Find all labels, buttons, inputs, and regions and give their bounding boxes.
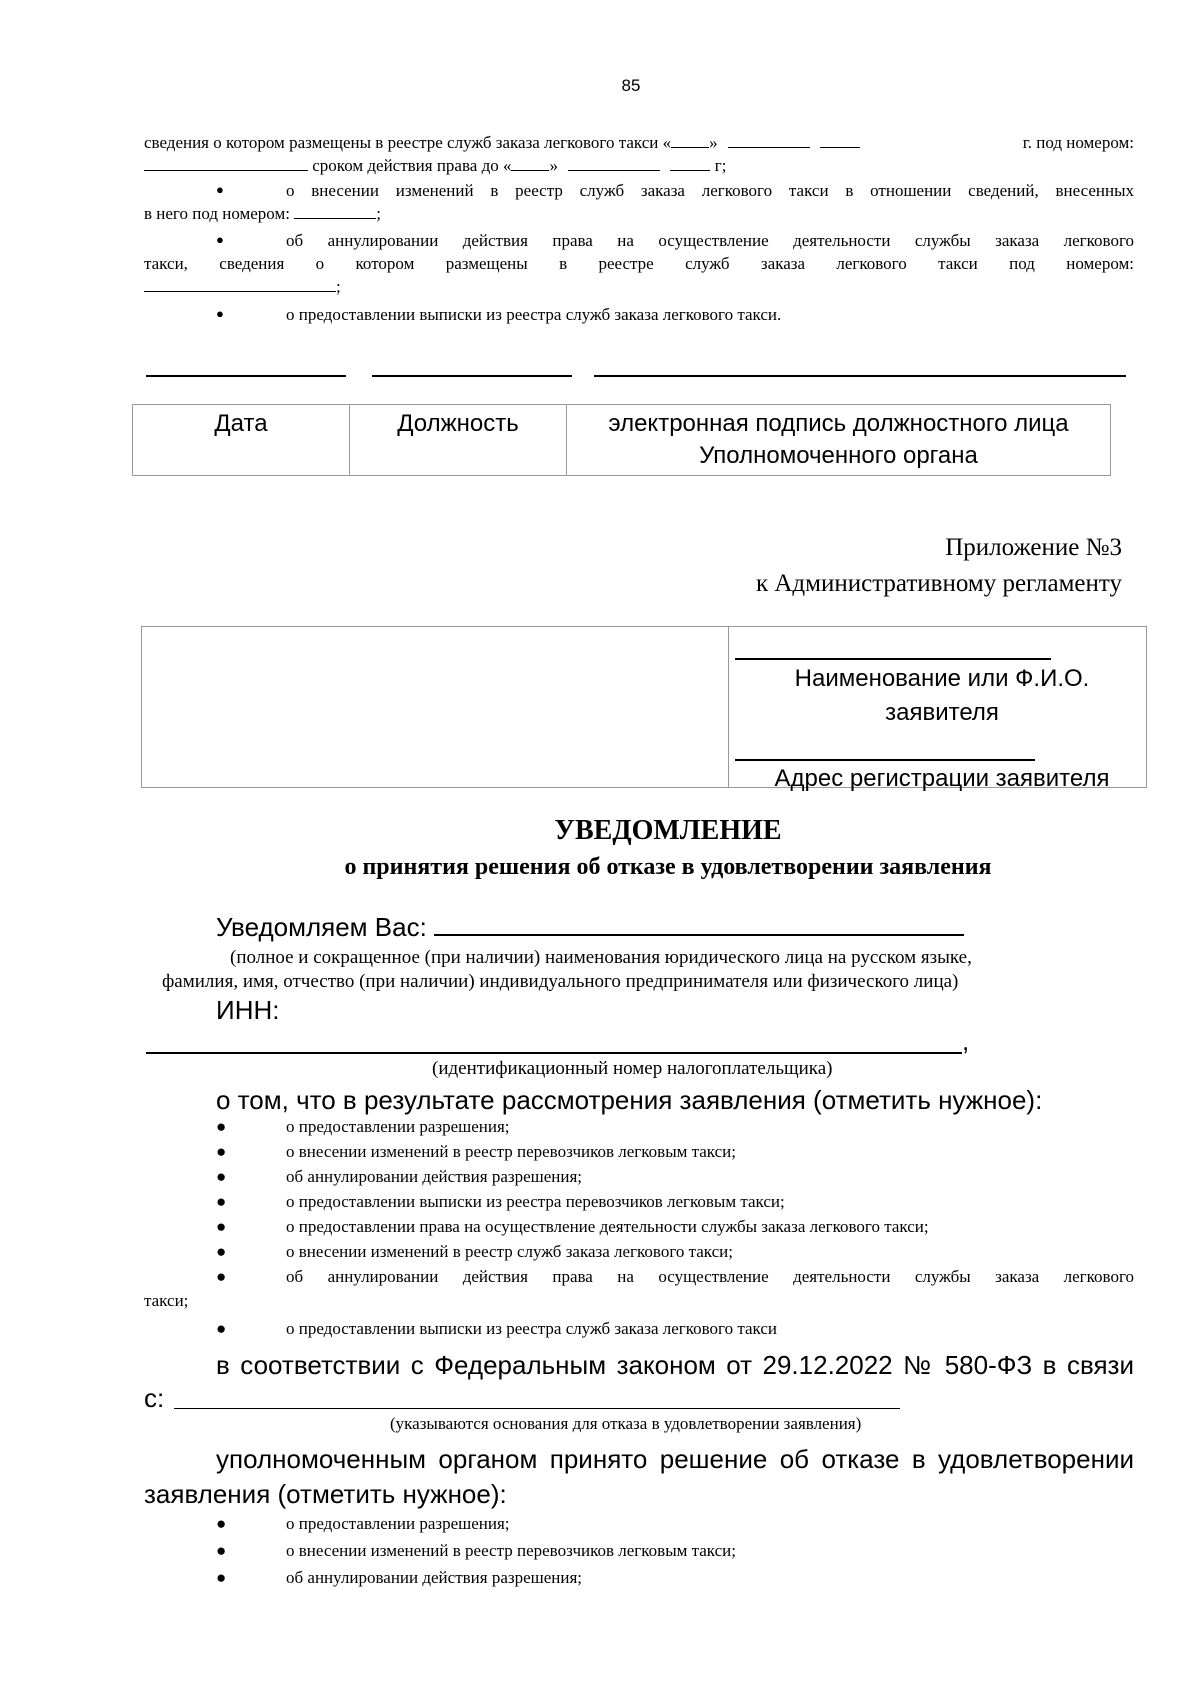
bullet-icon: ● <box>216 182 224 197</box>
date-cell: Дата <box>133 405 350 476</box>
applicant-name-field[interactable] <box>434 910 964 936</box>
appendix-header <box>756 530 1122 602</box>
inn-label: ИНН: <box>216 995 280 1025</box>
name-hint-2: фамилия, имя, отчество (при наличии) индивидуального предпринимателя или физического лица) <box>162 971 959 992</box>
date-signature-line[interactable] <box>146 375 346 377</box>
bullet-icon: ● <box>216 1541 227 1560</box>
inn-comma: , <box>962 1026 970 1056</box>
appendix-reference: к Административному регламенту <box>755 570 1122 597</box>
law-line-2: с: <box>144 1383 165 1413</box>
day-blank[interactable] <box>671 132 709 148</box>
changes-number-blank[interactable] <box>294 203 376 219</box>
position-signature-line[interactable] <box>372 375 572 377</box>
e-signature-line[interactable] <box>594 375 1126 377</box>
bullet-icon: ● <box>216 1117 227 1136</box>
term-year-blank[interactable] <box>670 155 710 171</box>
bullet-extract: о предоставлении выписки из реестра служб заказа легкового такси. <box>286 305 782 324</box>
bullet-changes-line-1: о внесении изменений в реестр служб заказа легкового такси в отношении сведений, внесенных <box>286 181 1134 200</box>
bullet-icon: ● <box>216 1192 227 1211</box>
year-blank[interactable] <box>820 132 860 148</box>
decision-line-1: уполномоченным органом принято решение об отказе в удовлетворении <box>216 1444 1134 1474</box>
applicant-address-label: Адрес регистрации заявителя <box>774 765 1110 792</box>
applicant-address-line[interactable] <box>735 759 1035 761</box>
bullet-icon: ● <box>216 306 224 321</box>
bullet-icon: ● <box>216 1267 227 1286</box>
applicant-name-label: Наименование или Ф.И.О. заявителя <box>794 665 1090 726</box>
month-blank[interactable] <box>728 132 810 148</box>
applicant-name-line[interactable] <box>735 658 1051 660</box>
registry-text: сведения о котором размещены в реестре служб заказа легкового такси « <box>144 133 672 152</box>
e-signature-cell: электронная подпись должностного лица Уполномоченного органа <box>567 405 1111 476</box>
bullet-icon: ● <box>216 1568 227 1587</box>
bullet-annul-line-3: ; <box>144 275 341 298</box>
inn-hint: (идентификационный номер налогоплательщика) <box>432 1058 833 1079</box>
number-blank[interactable] <box>144 155 308 171</box>
bullet-changes-line-2: в него под номером: ; <box>144 204 381 223</box>
result-intro: о том, что в результате рассмотрения заявления (отметить нужное): <box>216 1085 1043 1115</box>
term-month-blank[interactable] <box>568 155 660 171</box>
decision-line-2: заявления (отметить нужное): <box>144 1479 507 1509</box>
reason-field[interactable] <box>174 1408 900 1409</box>
bullet-icon: ● <box>216 1167 227 1186</box>
bullet-icon: ● <box>216 1142 227 1161</box>
list-item-continuation: такси; <box>144 1291 189 1310</box>
bullet-annul-line-1: об аннулировании действия права на осуществление деятельности службы заказа легкового <box>286 231 1134 250</box>
bullet-annul-line-2: такси, сведения о котором размещены в реестре служб заказа легкового такси под номером: <box>144 254 1134 273</box>
page-number: 85 <box>621 76 641 95</box>
notice-title: УВЕДОМЛЕНИЕ <box>554 815 782 846</box>
position-cell: Должность <box>350 405 567 476</box>
bullet-icon: ● <box>216 1319 227 1338</box>
bullet-icon: ● <box>216 1217 227 1236</box>
inn-field[interactable] <box>146 1052 962 1054</box>
term-day-blank[interactable] <box>511 155 549 171</box>
bullet-icon: ● <box>216 1514 227 1533</box>
annul-number-blank[interactable] <box>144 276 336 292</box>
appendix-number: Приложение №3 <box>945 534 1122 561</box>
bullet-icon: ● <box>216 232 224 247</box>
notify-line: Уведомляем Вас: <box>216 910 964 944</box>
law-line-1: в соответствии с Федеральным законом от 29.12.2022 № 580-ФЗ в связи <box>216 1350 1134 1380</box>
addressee-box <box>141 626 1147 792</box>
bullet-icon: ● <box>216 1242 227 1261</box>
name-hint-1: (полное и сокращенное (при наличии) наименования юридического лица на русском языке, <box>230 947 972 968</box>
registry-line-1: сведения о котором размещены в реестре служб заказа легкового такси « » г. под номером: <box>144 133 1134 152</box>
addressee-divider <box>728 627 729 787</box>
registry-line-2: сроком действия права до « » г; <box>144 154 844 177</box>
signature-table <box>132 404 1111 476</box>
notice-subtitle: о принятия решения об отказе в удовлетворении заявления <box>344 854 992 880</box>
reason-hint: (указываются основания для отказа в удовлетворении заявления) <box>390 1414 862 1433</box>
